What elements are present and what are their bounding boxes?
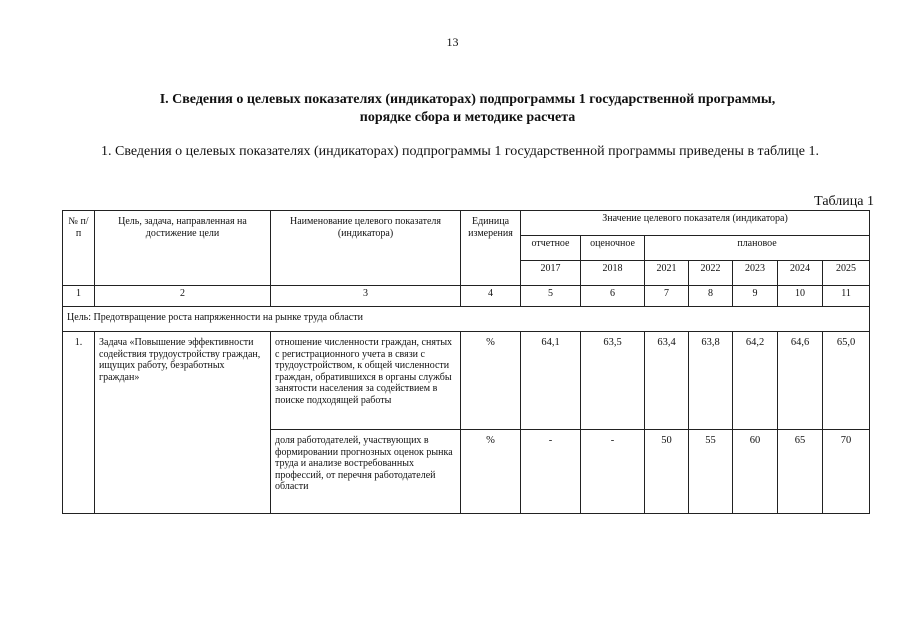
value-cell: 65,0 bbox=[823, 332, 870, 430]
task-number: 1. bbox=[63, 332, 95, 514]
header-estimated: оценочное bbox=[581, 236, 645, 261]
year-cell: 2024 bbox=[778, 261, 823, 286]
value-cell: - bbox=[581, 430, 645, 514]
indicator-name: отношение численности граждан, снятых с регистрационного учета в связи с трудоустройством, к общей численности граждан, обратившихся в органы службы занятости населения за содействием в поиске подходящей работы bbox=[271, 332, 461, 430]
value-cell: 63,8 bbox=[689, 332, 733, 430]
task-text: Задача «Повышение эффективности содействия трудоустройству граждан, ищущих работу, безработных граждан» bbox=[95, 332, 271, 514]
value-cell: 65 bbox=[778, 430, 823, 514]
indicator-unit: % bbox=[461, 430, 521, 514]
value-cell: 64,6 bbox=[778, 332, 823, 430]
value-cell: 64,1 bbox=[521, 332, 581, 430]
value-cell: - bbox=[521, 430, 581, 514]
header-num: № п/п bbox=[63, 211, 95, 286]
goal-text: Цель: Предотвращение роста напряженности на рынке труда области bbox=[63, 307, 870, 332]
header-planned: плановое bbox=[645, 236, 870, 261]
indicator-unit: % bbox=[461, 332, 521, 430]
header-unit: Единица измерения bbox=[461, 211, 521, 286]
column-number-row bbox=[63, 286, 870, 307]
col-number: 2 bbox=[95, 286, 271, 307]
year-cell: 2025 bbox=[823, 261, 870, 286]
heading-line-2: порядке сбора и методике расчета bbox=[359, 110, 576, 125]
goal-row bbox=[63, 307, 870, 332]
col-number: 4 bbox=[461, 286, 521, 307]
value-cell: 50 bbox=[645, 430, 689, 514]
col-number: 7 bbox=[645, 286, 689, 307]
col-number: 11 bbox=[823, 286, 870, 307]
value-cell: 63,4 bbox=[645, 332, 689, 430]
year-cell: 2017 bbox=[521, 261, 581, 286]
value-cell: 64,2 bbox=[733, 332, 778, 430]
col-number: 1 bbox=[63, 286, 95, 307]
header-row-1 bbox=[63, 211, 870, 236]
value-cell: 55 bbox=[689, 430, 733, 514]
header-values: Значение целевого показателя (индикатора) bbox=[521, 211, 870, 236]
section-heading bbox=[60, 91, 875, 127]
value-cell: 63,5 bbox=[581, 332, 645, 430]
indicator-name: доля работодателей, участвующих в формировании прогнозных оценок рынка труда и анализе востребованных профессий, от перечня работодателей области bbox=[271, 430, 461, 514]
indicators-table bbox=[62, 210, 870, 514]
col-number: 9 bbox=[733, 286, 778, 307]
table-row bbox=[63, 332, 870, 430]
year-cell: 2021 bbox=[645, 261, 689, 286]
col-number: 10 bbox=[778, 286, 823, 307]
col-number: 8 bbox=[689, 286, 733, 307]
page-number: 13 bbox=[446, 35, 459, 49]
header-reported: отчетное bbox=[521, 236, 581, 261]
header-indicator: Наименование целевого показателя (индикатора) bbox=[271, 211, 461, 286]
heading-line-1: I. Сведения о целевых показателях (индикаторах) подпрограммы 1 государственной программы, bbox=[159, 92, 776, 107]
table-caption: Таблица 1 bbox=[814, 194, 874, 209]
col-number: 3 bbox=[271, 286, 461, 307]
year-cell: 2018 bbox=[581, 261, 645, 286]
col-number: 5 bbox=[521, 286, 581, 307]
year-cell: 2022 bbox=[689, 261, 733, 286]
value-cell: 70 bbox=[823, 430, 870, 514]
year-cell: 2023 bbox=[733, 261, 778, 286]
intro-paragraph: 1. Сведения о целевых показателях (индикаторах) подпрограммы 1 государственной программы приведены в таблице 1. bbox=[101, 144, 820, 159]
header-goal: Цель, задача, направленная на достижение цели bbox=[95, 211, 271, 286]
col-number: 6 bbox=[581, 286, 645, 307]
value-cell: 60 bbox=[733, 430, 778, 514]
